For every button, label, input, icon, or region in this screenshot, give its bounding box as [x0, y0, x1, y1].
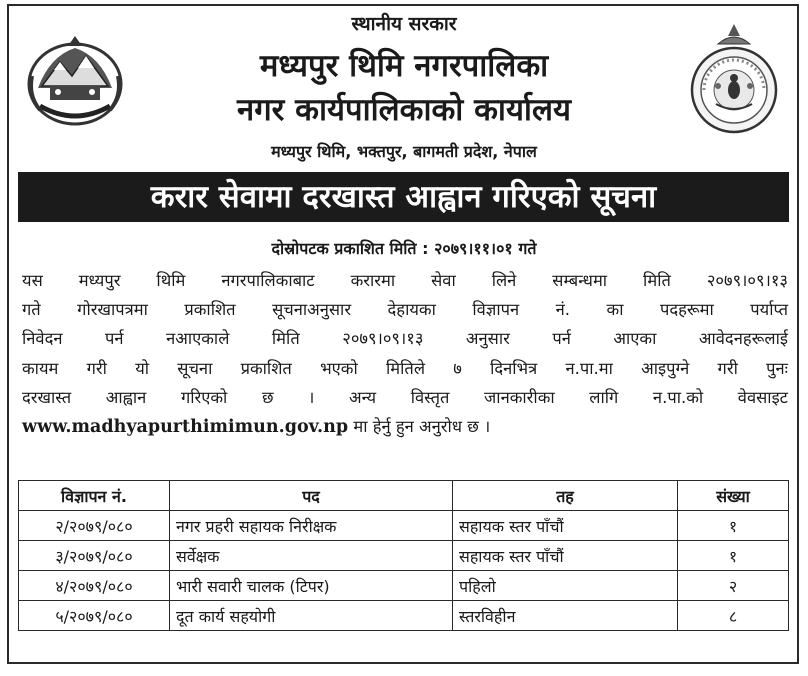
body-line: गते गोरखापत्रमा प्रकाशित सूचनाअनुसार देहायका विज्ञापन नं. का पदहरूमा पर्याप्त [22, 300, 788, 320]
cell-count: १ [678, 511, 789, 541]
cell-post: भारी सवारी चालक (टिपर) [170, 571, 453, 601]
municipality-name: मध्यपुर थिमि नगरपालिका [259, 48, 549, 84]
cell-level: पहिलो [453, 571, 678, 601]
cell-ad-number: ५/२०७९/०८० [19, 601, 170, 631]
body-line: निवेदन पर्न नआएकाले मिति २०७९।०९।१३ अनुसार पर्न आएका आवेदनहरूलाई [22, 329, 788, 349]
cell-post: नगर प्रहरी सहायक निरीक्षक [170, 511, 453, 541]
notice-title: करार सेवामा दरखास्त आह्वान गरिएको सूचना [18, 172, 789, 222]
header-ad-number: विज्ञापन नं. [19, 481, 170, 511]
cell-level: स्तरविहीन [453, 601, 678, 631]
table-row [19, 541, 789, 571]
vacancy-table [18, 480, 789, 631]
cell-level: सहायक स्तर पाँचौं [453, 511, 678, 541]
body-line: दरखास्त आह्वान गरिएको छ । अन्य विस्तृत जानकारीका लागि न.पा.को वेवसाइट [22, 387, 788, 407]
address: मध्यपुर थिमि, भक्तपुर, बागमती प्रदेश, नेपाल [271, 142, 537, 161]
publication-date: दोस्रोपटक प्रकाशित मिति : २०७९।११।०१ गते [271, 239, 537, 258]
body-line: यस मध्यपुर थिमि नगरपालिकाबाट करारमा सेवा लिने सम्बन्धमा मिति २०७९।०९।१३ [22, 271, 788, 290]
cell-ad-number: २/२०७९/०८० [19, 511, 170, 541]
header-post: पद [170, 481, 453, 511]
body-line-last [22, 412, 788, 442]
table-row [19, 601, 789, 631]
government-label: स्थानीय सरकार [351, 13, 457, 35]
cell-count: १ [678, 541, 789, 571]
table-row [19, 571, 789, 601]
notice-body [22, 266, 788, 442]
cell-ad-number: ३/२०७९/०८० [19, 541, 170, 571]
cell-level: सहायक स्तर पाँचौं [453, 541, 678, 571]
table-header-row [19, 481, 789, 511]
closing-text: मा हेर्नु हुन अनुरोध छ । [348, 417, 491, 437]
office-name: नगर कार्यपालिकाको कार्यालय [237, 92, 571, 128]
header-level: तह [453, 481, 678, 511]
header-count: संख्या [678, 481, 789, 511]
cell-ad-number: ४/२०७९/०८० [19, 571, 170, 601]
body-line: कायम गरी यो सूचना प्रकाशित भएको मितिले ७ दिनभित्र न.पा.मा आइपुग्ने गरी पुनः [22, 358, 788, 378]
cell-post: दूत कार्य सहयोगी [170, 601, 453, 631]
website-link[interactable]: www.madhyapurthimimun.gov.np [22, 417, 349, 438]
cell-count: ८ [678, 601, 789, 631]
cell-count: २ [678, 571, 789, 601]
cell-post: सर्वेक्षक [170, 541, 453, 571]
table-row [19, 511, 789, 541]
